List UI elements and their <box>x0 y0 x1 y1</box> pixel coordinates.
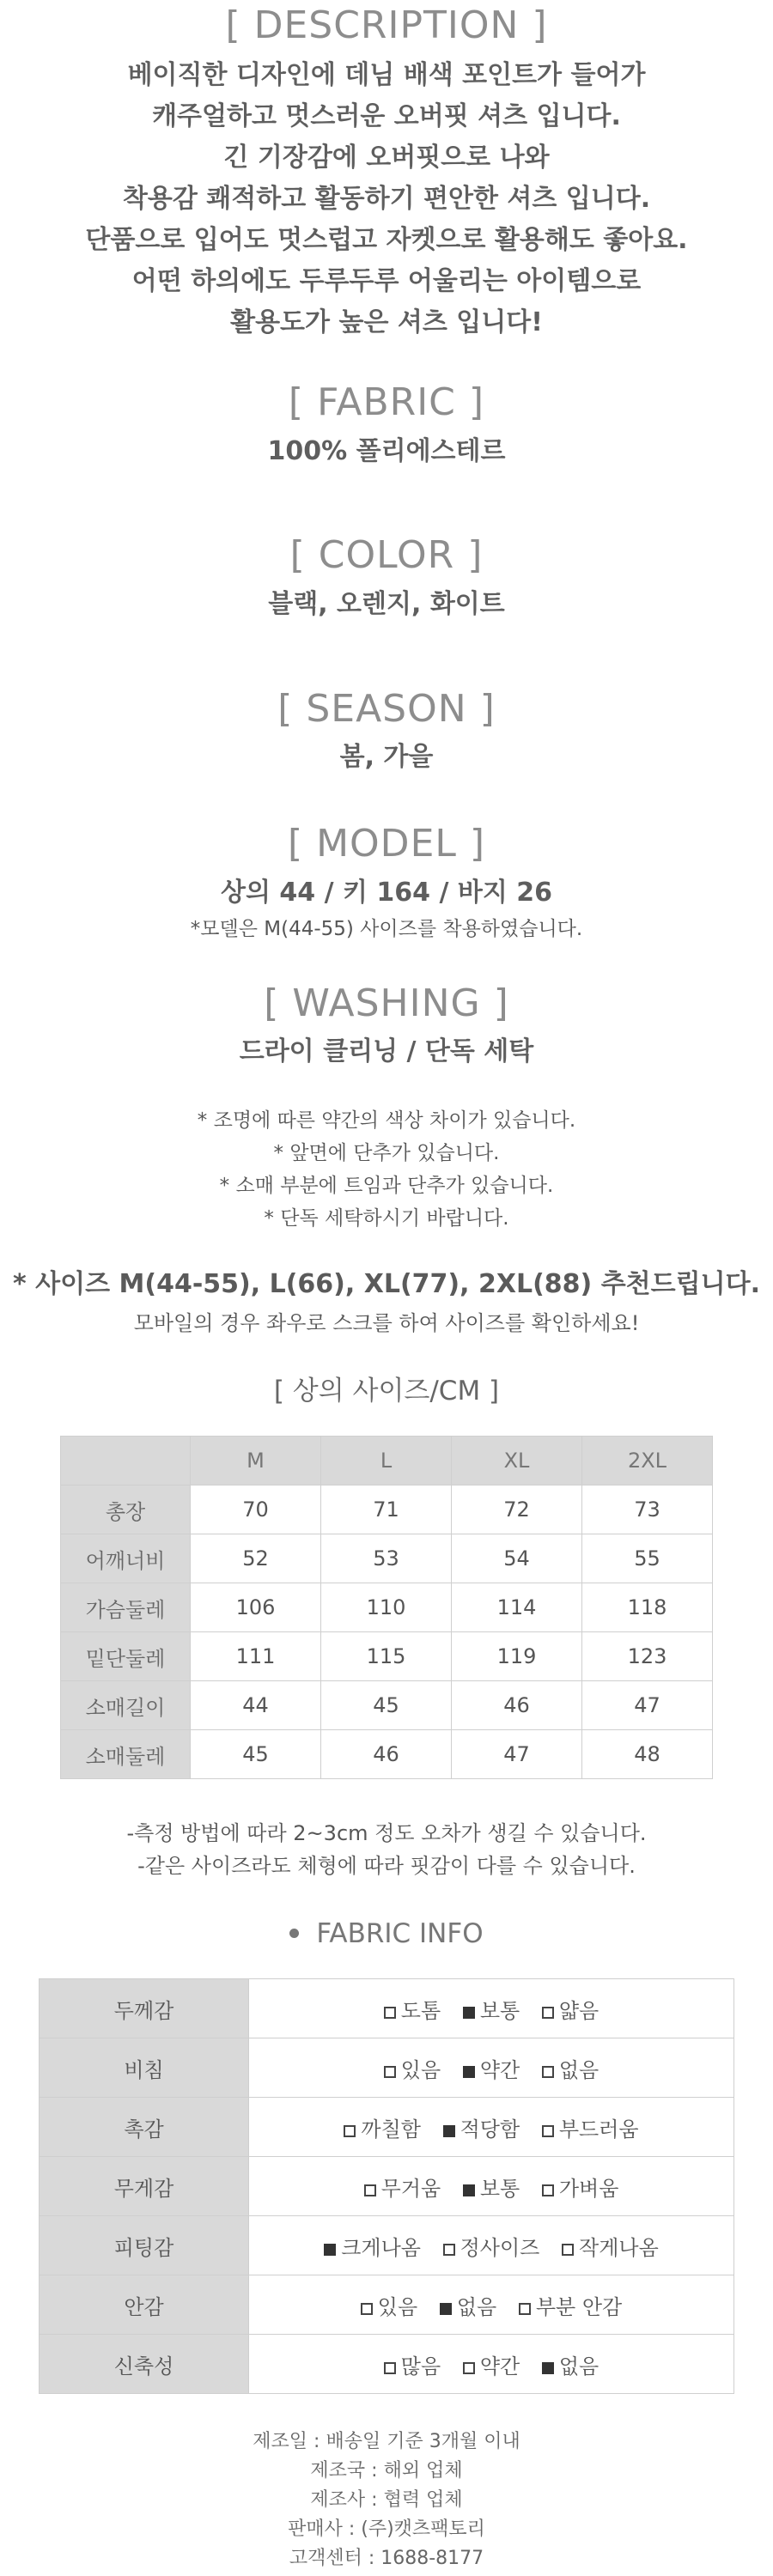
checkbox-icon <box>542 2066 554 2078</box>
fabric-info-options <box>249 2038 734 2098</box>
table-cell: 47 <box>452 1730 582 1779</box>
row-label: 소매둘레 <box>61 1730 191 1779</box>
size-recommend: * 사이즈 M(44-55), L(66), XL(77), 2XL(88) 추천드립니다. <box>13 1269 760 1299</box>
size-table-corner <box>61 1437 191 1485</box>
bullet-icon <box>289 1929 299 1938</box>
size-table-title: [ 상의 사이즈/CM ] <box>273 1376 500 1406</box>
table-cell: 70 <box>191 1485 321 1534</box>
color-heading: [ COLOR ] <box>289 533 484 577</box>
option-label: 도톰 <box>400 1998 441 2023</box>
option-label: 보통 <box>479 2176 520 2201</box>
option <box>463 1994 520 2024</box>
option <box>344 2112 421 2142</box>
checkbox-checked-icon <box>463 2007 475 2019</box>
footer-line: 고객센터 : 1688-8177 <box>289 2548 484 2569</box>
option <box>384 2053 441 2083</box>
table-cell: 45 <box>321 1681 452 1730</box>
fabric-info-options <box>249 2216 734 2275</box>
table-row <box>61 1632 713 1681</box>
option <box>463 2172 520 2202</box>
description-line: 캐주얼하고 멋스러운 오버핏 셔츠 입니다. <box>152 101 621 131</box>
option <box>542 2112 639 2142</box>
table-row <box>61 1730 713 1779</box>
checkbox-icon <box>519 2303 531 2315</box>
checkbox-icon <box>562 2244 574 2256</box>
footer-line: 판매사 : (주)캣츠팩토리 <box>288 2518 485 2540</box>
fabric-info-options <box>249 2157 734 2216</box>
table-row <box>61 1681 713 1730</box>
fabric-info-row <box>40 1979 734 2038</box>
option <box>542 2172 619 2202</box>
footer-line: 제조국 : 해외 업체 <box>310 2460 463 2482</box>
table-cell: 119 <box>452 1632 582 1681</box>
fabric-info-options <box>249 2275 734 2335</box>
option-label: 부분 안감 <box>535 2294 623 2319</box>
fabric-info-options <box>249 2335 734 2394</box>
option-label: 얇음 <box>558 1998 600 2023</box>
fabric-info-row <box>40 2098 734 2157</box>
fabric-info-table <box>39 1978 734 2394</box>
row-label: 총장 <box>61 1485 191 1534</box>
fabric-heading: [ FABRIC ] <box>288 380 485 424</box>
checkbox-icon <box>361 2303 373 2315</box>
table-cell: 45 <box>191 1730 321 1779</box>
table-cell: 53 <box>321 1534 452 1583</box>
option <box>542 2053 599 2083</box>
checkbox-icon <box>443 2244 455 2256</box>
fabric-info-title <box>0 1915 773 1953</box>
option-label: 까칠함 <box>361 2117 421 2142</box>
description-heading: [ DESCRIPTION ] <box>225 3 548 47</box>
option <box>443 2112 520 2142</box>
option <box>324 2231 421 2261</box>
model-note: *모델은 M(44-55) 사이즈를 착용하였습니다. <box>190 918 583 940</box>
washing-note: * 조명에 따른 약간의 색상 차이가 있습니다. <box>197 1109 576 1132</box>
checkbox-checked-icon <box>440 2303 452 2315</box>
table-row <box>61 1583 713 1632</box>
option <box>384 1994 441 2024</box>
option <box>542 2349 599 2379</box>
season-heading: [ SEASON ] <box>277 687 496 731</box>
row-label: 소매길이 <box>61 1681 191 1730</box>
fabric-info-row <box>40 2335 734 2394</box>
description-line: 베이직한 디자인에 데님 배색 포인트가 들어가 <box>127 60 646 90</box>
measure-note: -측정 방법에 따라 2~3cm 정도 오차가 생길 수 있습니다. <box>126 1821 647 1845</box>
option-label: 없음 <box>558 2057 600 2082</box>
option-label: 약간 <box>479 2057 520 2082</box>
option-label: 무거움 <box>380 2176 441 2201</box>
footer-line: 제조일 : 배송일 기준 3개월 이내 <box>253 2431 520 2452</box>
description-line: 긴 기장감에 오버핏으로 나와 <box>223 143 550 173</box>
table-cell: 46 <box>452 1681 582 1730</box>
size-table <box>60 1436 713 1779</box>
table-cell: 55 <box>582 1534 713 1583</box>
description-line: 단품으로 입어도 멋스럽고 자켓으로 활용해도 좋아요. <box>85 225 688 255</box>
checkbox-checked-icon <box>443 2125 455 2137</box>
checkbox-icon <box>344 2125 356 2137</box>
table-cell: 73 <box>582 1485 713 1534</box>
table-cell: 118 <box>582 1583 713 1632</box>
table-cell: 46 <box>321 1730 452 1779</box>
option-label: 약간 <box>479 2354 520 2379</box>
checkbox-checked-icon <box>463 2066 475 2078</box>
table-cell: 111 <box>191 1632 321 1681</box>
size-table-header-row <box>61 1437 713 1485</box>
table-cell: 54 <box>452 1534 582 1583</box>
fabric-info-row <box>40 2038 734 2098</box>
option-label: 많음 <box>400 2354 441 2379</box>
size-column-header: XL <box>452 1437 582 1485</box>
option <box>364 2172 441 2202</box>
option-label: 없음 <box>456 2294 497 2319</box>
fabric-info-options <box>249 1979 734 2038</box>
row-label: 어깨너비 <box>61 1534 191 1583</box>
option-label: 보통 <box>479 1998 520 2023</box>
size-column-header: M <box>191 1437 321 1485</box>
description-line: 착용감 쾌적하고 활동하기 편안한 셔츠 입니다. <box>122 184 651 214</box>
table-cell: 114 <box>452 1583 582 1632</box>
option <box>463 2053 520 2083</box>
option-label: 가벼움 <box>558 2176 619 2201</box>
model-heading: [ MODEL ] <box>287 822 486 866</box>
fabric-info-label: 무게감 <box>40 2157 249 2216</box>
description-line: 활용도가 높은 셔츠 입니다! <box>230 307 543 337</box>
table-cell: 106 <box>191 1583 321 1632</box>
option-label: 적당함 <box>460 2117 520 2142</box>
checkbox-icon <box>364 2184 376 2196</box>
table-row <box>61 1485 713 1534</box>
option <box>361 2290 417 2320</box>
row-label: 밑단둘레 <box>61 1632 191 1681</box>
fabric-info-title-text: FABRIC INFO <box>316 1918 484 1949</box>
option-label: 없음 <box>558 2354 600 2379</box>
model-value: 상의 44 / 키 164 / 바지 26 <box>220 878 553 908</box>
option-label: 크게나옴 <box>341 2235 421 2260</box>
measure-notes <box>0 1817 773 1882</box>
checkbox-icon <box>463 2362 475 2374</box>
option <box>440 2290 496 2320</box>
table-cell: 71 <box>321 1485 452 1534</box>
option-label: 부드러움 <box>558 2117 639 2142</box>
checkbox-icon <box>542 2007 554 2019</box>
washing-value: 드라이 클리닝 / 단독 세탁 <box>239 1036 534 1066</box>
fabric-info-row <box>40 2216 734 2275</box>
table-cell: 48 <box>582 1730 713 1779</box>
fabric-info-label: 비침 <box>40 2038 249 2098</box>
size-column-header: 2XL <box>582 1437 713 1485</box>
table-cell: 72 <box>452 1485 582 1534</box>
checkbox-checked-icon <box>463 2184 475 2196</box>
table-cell: 110 <box>321 1583 452 1632</box>
fabric-info-row <box>40 2157 734 2216</box>
option-label: 정사이즈 <box>460 2235 540 2260</box>
option-label: 있음 <box>400 2057 441 2082</box>
option <box>562 2231 659 2261</box>
fabric-info-label: 촉감 <box>40 2098 249 2157</box>
table-cell: 47 <box>582 1681 713 1730</box>
table-row <box>61 1534 713 1583</box>
checkbox-icon <box>384 2007 396 2019</box>
option <box>443 2231 540 2261</box>
option <box>542 1994 599 2024</box>
fabric-value: 100% 폴리에스테르 <box>267 436 506 466</box>
fabric-info-label: 두께감 <box>40 1979 249 2038</box>
fabric-info-row <box>40 2275 734 2335</box>
checkbox-icon <box>542 2184 554 2196</box>
fabric-info-label: 피팅감 <box>40 2216 249 2275</box>
option <box>463 2349 520 2379</box>
description-line: 어떤 하의에도 두루두루 어울리는 아이템으로 <box>131 266 642 296</box>
checkbox-icon <box>384 2362 396 2374</box>
footer-line: 제조사 : 협력 업체 <box>310 2489 463 2511</box>
mobile-note: 모바일의 경우 좌우로 스크를 하여 사이즈를 확인하세요! <box>133 1311 640 1335</box>
product-info-footer <box>0 2427 773 2573</box>
washing-note: * 앞면에 단추가 있습니다. <box>273 1142 500 1164</box>
checkbox-icon <box>542 2125 554 2137</box>
table-cell: 44 <box>191 1681 321 1730</box>
washing-notes <box>0 1104 773 1235</box>
option-label: 작게나옴 <box>579 2235 659 2260</box>
option <box>519 2290 622 2320</box>
option-label: 있음 <box>377 2294 418 2319</box>
measure-note: -같은 사이즈라도 체형에 따라 핏감이 다를 수 있습니다. <box>137 1854 636 1878</box>
washing-heading: [ WASHING ] <box>264 981 509 1025</box>
table-cell: 123 <box>582 1632 713 1681</box>
checkbox-checked-icon <box>542 2362 554 2374</box>
season-value: 봄, 가을 <box>339 742 434 772</box>
checkbox-icon <box>384 2066 396 2078</box>
table-cell: 52 <box>191 1534 321 1583</box>
size-column-header: L <box>321 1437 452 1485</box>
fabric-info-label: 안감 <box>40 2275 249 2335</box>
washing-note: * 단독 세탁하시기 바랍니다. <box>264 1207 509 1230</box>
row-label: 가슴둘레 <box>61 1583 191 1632</box>
description-text <box>0 55 773 343</box>
washing-note: * 소매 부분에 트임과 단추가 있습니다. <box>219 1175 554 1197</box>
option <box>384 2349 441 2379</box>
color-value: 블랙, 오렌지, 화이트 <box>268 589 505 619</box>
checkbox-checked-icon <box>324 2244 336 2256</box>
fabric-info-label: 신축성 <box>40 2335 249 2394</box>
fabric-info-options <box>249 2098 734 2157</box>
table-cell: 115 <box>321 1632 452 1681</box>
